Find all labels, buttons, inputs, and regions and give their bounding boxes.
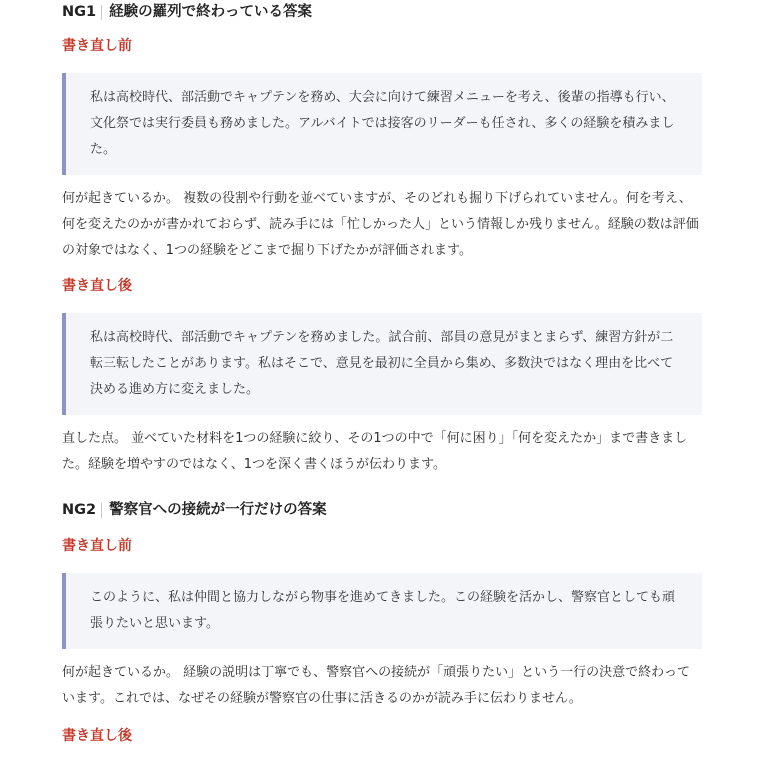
before-example-quote xyxy=(62,573,702,649)
after-example-quote xyxy=(62,313,702,415)
before-comment: 何が起きているか。 経験の説明は丁寧でも、警察官への接続が「頑張りたい」という一行の決意で終わっています。これでは、なぜその経験が警察官の仕事に活きるのかが読み手に伝わりません。 xyxy=(62,665,691,706)
section-heading-ng2 xyxy=(62,498,327,522)
section-code: NG1 xyxy=(62,4,97,20)
heading-separator xyxy=(101,503,102,518)
before-example-text: このように、私は仲間と協力しながら物事を進めてきました。この経験を活かし、警察官としても頑張りたいと思います。 xyxy=(90,590,676,631)
after-comment: 直した点。 並べていた材料を1つの経験に絞り、その1つの中で「何に困り」「何を変えたか」まで書きました。経験を増やすのではなく、1つを深く書くほうが伝わります。 xyxy=(62,431,688,472)
heading-separator xyxy=(101,5,102,20)
before-example-text: 私は高校時代、部活動でキャプテンを務め、大会に向けて練習メニューを考え、後輩の指導も行い、文化祭では実行委員も務めました。アルバイトでは接客のリーダーも任され、多くの経験を積みました。 xyxy=(90,90,675,157)
section-heading-ng1 xyxy=(62,0,312,24)
section-title: 警察官への接続が一行だけの答案 xyxy=(109,502,327,518)
before-example-quote xyxy=(62,73,702,175)
before-label: 書き直し前 xyxy=(62,538,132,554)
section-code: NG2 xyxy=(62,502,97,518)
section-title: 経験の羅列で終わっている答案 xyxy=(109,4,312,20)
after-label: 書き直し後 xyxy=(62,728,132,744)
after-example-text: 私は高校時代、部活動でキャプテンを務めました。試合前、部員の意見がまとまらず、練習方針が二転三転したことがあります。私はそこで、意見を最初に全員から集め、多数決ではなく理由を比べて決める進め方に変えました。 xyxy=(90,330,674,397)
before-comment: 何が起きているか。 複数の役割や行動を並べていますが、そのどれも掘り下げられていません。何を考え、何を変えたのかが書かれておらず、読み手には「忙しかった人」という情報しか残りません。経験の数は評価の対象ではなく、1つの経験をどこまで掘り下げたかが評価されます。 xyxy=(62,191,699,258)
after-label: 書き直し後 xyxy=(62,278,132,294)
before-label: 書き直し前 xyxy=(62,38,132,54)
